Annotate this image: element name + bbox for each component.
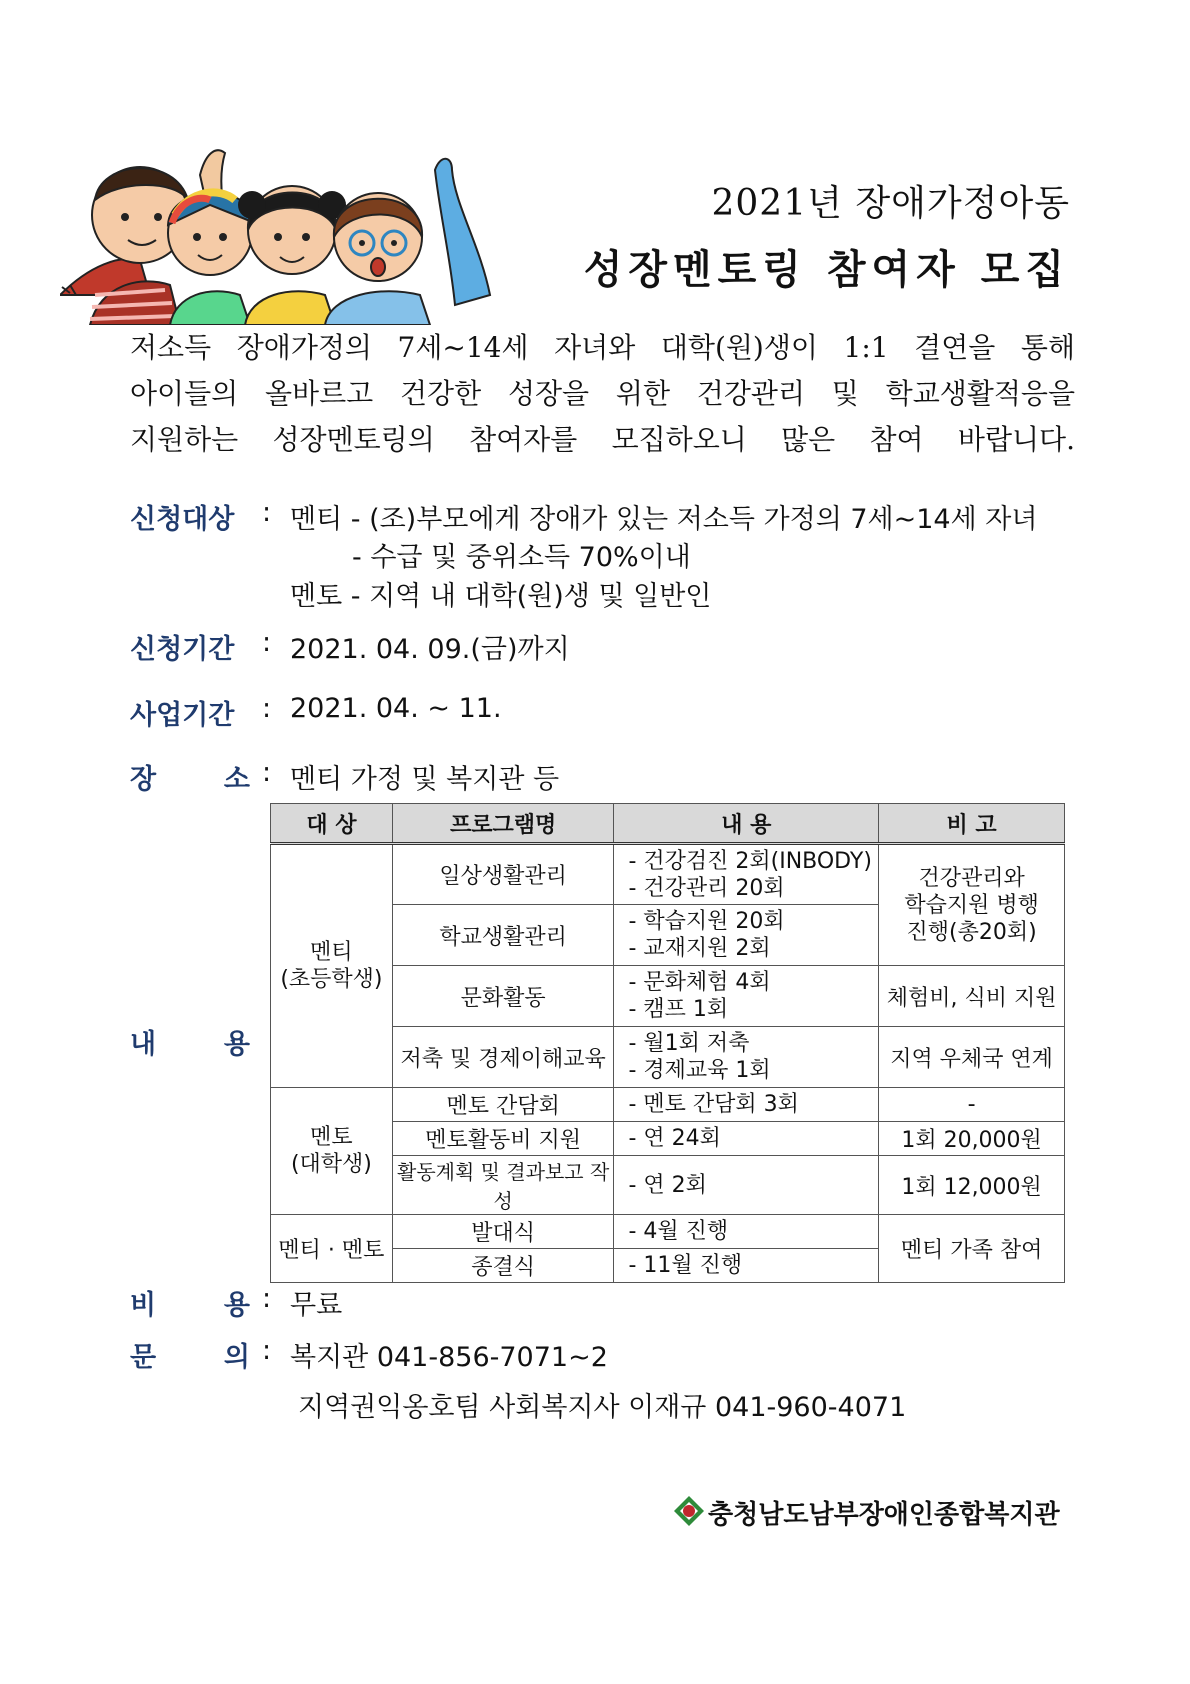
program-name: 종결식 xyxy=(392,1249,614,1283)
intro-line: 지원하는 성장멘토링의 참여자를 모집하오니 많은 참여 바랍니다. xyxy=(130,423,1075,456)
table-row xyxy=(271,1088,1065,1122)
content-label xyxy=(130,1022,250,1061)
item: - 문화체험 4회 xyxy=(628,970,771,995)
item: - 연 2회 xyxy=(628,1172,707,1198)
program-items xyxy=(614,905,879,966)
group-both: 멘티 · 멘토 xyxy=(271,1215,393,1283)
intro-paragraph xyxy=(130,325,1075,463)
item: - 월1회 저축 xyxy=(628,1031,750,1056)
program-items xyxy=(614,844,879,905)
project-period-label: 사업기간 xyxy=(130,700,235,731)
item: - 학습지원 20회 xyxy=(628,909,785,934)
place-label xyxy=(130,757,250,796)
colon: : xyxy=(262,693,272,724)
place-label-a: 장 xyxy=(130,764,157,795)
intro-line: 아이들의 올바르고 건강한 성장을 위한 건강관리 및 학교생활적응을 xyxy=(130,377,1075,410)
header-target: 대 상 xyxy=(271,804,393,844)
table-row xyxy=(271,844,1065,905)
content-label-b: 용 xyxy=(223,1029,250,1060)
item: - 캠프 1회 xyxy=(628,997,729,1022)
inquiry-label xyxy=(130,1335,250,1374)
intro-line: 저소득 장애가정의 7세~14세 자녀와 대학(원)생이 1:1 결연을 통해 xyxy=(130,331,1075,364)
place-label-b: 소 xyxy=(223,764,250,795)
colon: : xyxy=(262,1283,272,1314)
cost-label-b: 용 xyxy=(223,1290,250,1321)
inquiry-label-a: 문 xyxy=(130,1342,157,1373)
apply-period-value: 2021. 04. 09.(금)까지 xyxy=(290,634,570,665)
program-name: 멘토 간담회 xyxy=(392,1088,614,1122)
apply-target-label: 신청대상 xyxy=(130,504,235,535)
welfare-center-logo-icon xyxy=(672,1494,706,1528)
table-header-row xyxy=(271,804,1065,844)
cost-label-a: 비 xyxy=(130,1290,157,1321)
item: - 멘토 간담회 3회 xyxy=(628,1092,799,1117)
program-table xyxy=(270,803,1065,1283)
header-program: 프로그램명 xyxy=(392,804,614,844)
program-items xyxy=(614,1249,879,1283)
title-line-2: 성장멘토링 참여자 모집 xyxy=(583,247,1070,293)
item: - 교재지원 2회 xyxy=(628,936,771,961)
program-items xyxy=(614,1215,879,1249)
inquiry-line-2: 지역권익옹호팀 사회복지사 이재규 041-960-4071 xyxy=(298,1392,907,1423)
header-content: 내 용 xyxy=(614,804,879,844)
group-mentor: 멘토 (대학생) xyxy=(271,1088,393,1215)
children-illustration xyxy=(60,145,505,325)
program-name: 학교생활관리 xyxy=(392,905,614,966)
note-family: 멘티 가족 참여 xyxy=(879,1215,1065,1283)
program-name: 저축 및 경제이해교육 xyxy=(392,1027,614,1088)
content-label-a: 내 xyxy=(130,1029,157,1060)
item: - 연 24회 xyxy=(628,1126,721,1151)
apply-target-line-2: - 수급 및 중위소득 70%이내 xyxy=(352,542,691,573)
item: - 건강검진 2회(INBODY) xyxy=(628,848,872,874)
group-mentee: 멘티 (초등학생) xyxy=(271,844,393,1088)
program-name: 발대식 xyxy=(392,1215,614,1249)
program-items xyxy=(614,1027,879,1088)
apply-period-label: 신청기간 xyxy=(130,634,235,665)
program-items xyxy=(614,1156,879,1215)
colon: : xyxy=(262,757,272,788)
table-row xyxy=(271,1215,1065,1249)
cost-value: 무료 xyxy=(290,1290,343,1321)
item: - 건강관리 20회 xyxy=(628,875,785,901)
program-note: - xyxy=(879,1088,1065,1122)
item: - 경제교육 1회 xyxy=(628,1058,771,1083)
title-line-1: 2021년 장애가정아동 xyxy=(711,183,1070,224)
program-name: 멘토활동비 지원 xyxy=(392,1122,614,1156)
note-health: 건강관리와 학습지원 병행 진행(총20회) xyxy=(879,844,1065,966)
item: - 4월 진행 xyxy=(628,1219,729,1244)
header-note: 비 고 xyxy=(879,804,1065,844)
program-note: 체험비, 식비 지원 xyxy=(879,966,1065,1027)
colon: : xyxy=(262,627,272,658)
program-items xyxy=(614,966,879,1027)
program-note: 1회 12,000원 xyxy=(879,1156,1065,1215)
project-period-value: 2021. 04. ~ 11. xyxy=(290,693,502,724)
apply-target-line-1: 멘티 - (조)부모에게 장애가 있는 저소득 가정의 7세~14세 자녀 xyxy=(290,504,1038,535)
program-name: 일상생활관리 xyxy=(392,844,614,905)
program-items xyxy=(614,1122,879,1156)
program-note: 1회 20,000원 xyxy=(879,1122,1065,1156)
organization-name: 충청남도남부장애인종합복지관 xyxy=(708,1500,1060,1530)
program-note: 지역 우체국 연계 xyxy=(879,1027,1065,1088)
program-name: 활동계획 및 결과보고 작성 xyxy=(392,1156,614,1215)
inquiry-line-1: 복지관 041-856-7071~2 xyxy=(290,1342,608,1373)
item: - 11월 진행 xyxy=(628,1253,743,1278)
apply-target-line-3: 멘토 - 지역 내 대학(원)생 및 일반인 xyxy=(290,581,712,612)
program-name: 문화활동 xyxy=(392,966,614,1027)
inquiry-label-b: 의 xyxy=(223,1342,250,1373)
cost-label xyxy=(130,1283,250,1322)
colon: : xyxy=(262,497,272,528)
colon: : xyxy=(262,1335,272,1366)
program-items xyxy=(614,1088,879,1122)
place-value: 멘티 가정 및 복지관 등 xyxy=(290,764,560,795)
